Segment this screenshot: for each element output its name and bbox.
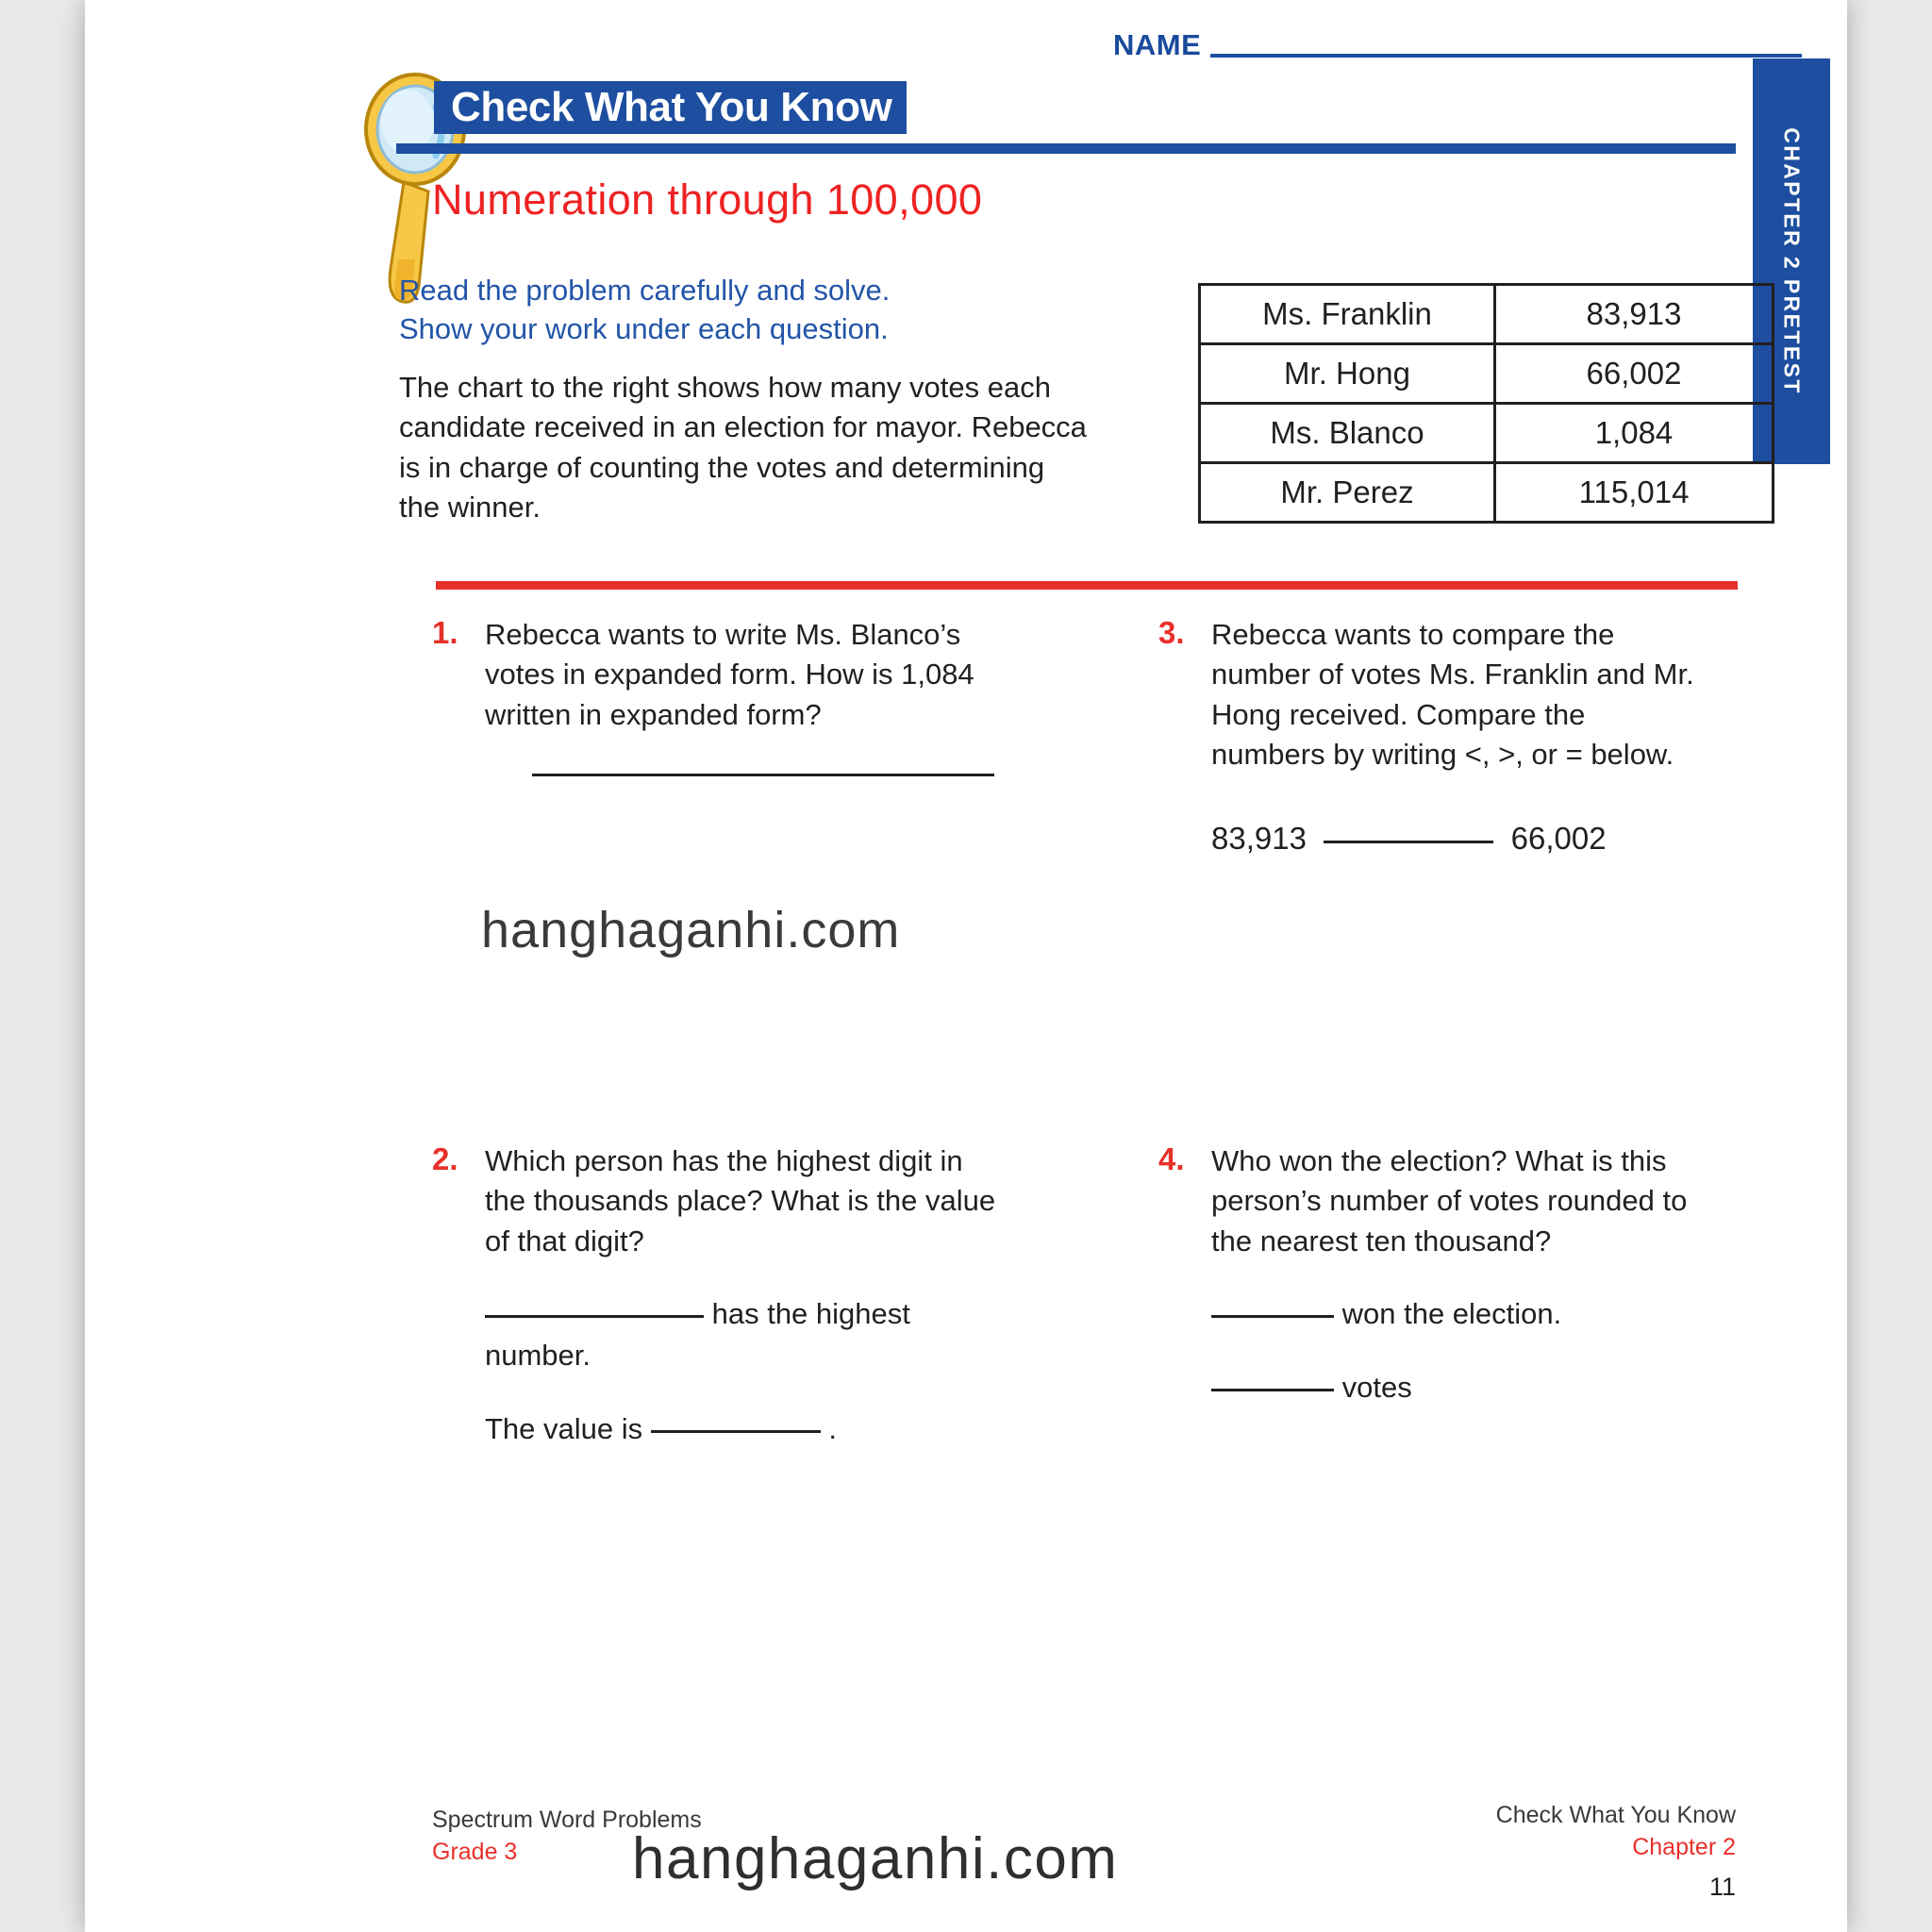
- footer-book-title: Spectrum Word Problems: [432, 1807, 702, 1833]
- page-title-banner: [434, 81, 907, 134]
- page-subtitle: Numeration through 100,000: [432, 175, 983, 224]
- question-3-right-number: 66,002: [1510, 820, 1607, 856]
- directions-line-1: Read the problem carefully and solve.: [399, 274, 891, 307]
- question-4-blank-a[interactable]: [1211, 1315, 1334, 1318]
- question-1-number: 1.: [432, 615, 458, 650]
- question-4-answer-a: [1211, 1293, 1724, 1335]
- question-4: [1158, 1141, 1724, 1408]
- question-3-body: [1211, 615, 1706, 859]
- candidate-votes: 1,084: [1495, 404, 1774, 463]
- candidate-votes: 115,014: [1495, 463, 1774, 523]
- watermark-bottom: hanghaganhi.com: [632, 1826, 1119, 1891]
- footer-left: [432, 1805, 702, 1869]
- table-row: [1200, 463, 1774, 523]
- table-row: [1200, 344, 1774, 404]
- worksheet-page: [85, 0, 1847, 1932]
- candidate-name: Ms. Blanco: [1200, 404, 1495, 463]
- candidate-name: Ms. Franklin: [1200, 285, 1495, 344]
- footer-chapter: Chapter 2: [1632, 1833, 1736, 1860]
- footer-section: Check What You Know: [1495, 1802, 1736, 1828]
- table-row: [1200, 404, 1774, 463]
- watermark-middle: hanghaganhi.com: [481, 902, 901, 958]
- question-2-blank-a[interactable]: [485, 1315, 704, 1318]
- question-2-body: [485, 1141, 1008, 1450]
- footer-page-number: 11: [1708, 1872, 1736, 1901]
- question-4-answer-b-text: votes: [1334, 1371, 1412, 1405]
- candidate-name: Mr. Hong: [1200, 344, 1495, 404]
- question-2-answer-b: [485, 1408, 1008, 1450]
- directions-line-2: Show your work under each question.: [399, 311, 889, 345]
- question-2-answer-a-text: has the highest number.: [485, 1297, 910, 1373]
- question-4-blank-b[interactable]: [1211, 1389, 1334, 1391]
- name-label: NAME: [1113, 28, 1202, 61]
- question-2-answer-b-suffix: .: [820, 1412, 837, 1446]
- question-3-prompt: Rebecca wants to compare the number of votes Ms. Franklin and Mr. Hong received. Compare the numbers by writing <, >, or = below.: [1211, 618, 1694, 772]
- intro-paragraph: The chart to the right shows how many votes each candidate received in an election for mayor. Rebecca is in charge of counting the votes and determining the winner.: [399, 371, 1087, 525]
- directions-block: [399, 272, 1097, 349]
- question-3-number: 3.: [1158, 615, 1185, 650]
- vote-results-table: [1198, 283, 1774, 524]
- question-2-blank-b[interactable]: [651, 1430, 821, 1433]
- section-divider: [436, 581, 1738, 590]
- question-2-answer-a: [485, 1293, 1008, 1376]
- question-4-prompt: Who won the election? What is this person’s number of votes rounded to the nearest ten thousand?: [1211, 1144, 1688, 1257]
- question-1-body: [485, 615, 998, 776]
- footer-right: [1496, 1800, 1736, 1904]
- question-1-answer-line[interactable]: [532, 773, 994, 776]
- question-3: [1158, 615, 1706, 859]
- question-2-number: 2.: [432, 1141, 458, 1176]
- question-3-compare-row: [1211, 817, 1706, 859]
- question-3-comparison-blank[interactable]: [1324, 841, 1493, 843]
- name-field-row: [1113, 28, 1802, 62]
- question-3-left-number: 83,913: [1211, 820, 1307, 856]
- question-4-body: [1211, 1141, 1724, 1408]
- footer-grade: Grade 3: [432, 1838, 518, 1865]
- candidate-name: Mr. Perez: [1200, 463, 1495, 523]
- name-write-line[interactable]: [1210, 54, 1802, 58]
- question-1-prompt: Rebecca wants to write Ms. Blanco’s votes in expanded form. How is 1,084 written in expanded form?: [485, 618, 974, 731]
- question-2: [432, 1141, 1008, 1450]
- page-title: Check What You Know: [451, 84, 892, 130]
- chapter-tab-label: CHAPTER 2 PRETEST: [1779, 127, 1805, 395]
- title-underline-rule: [396, 143, 1736, 154]
- table-row: [1200, 285, 1774, 344]
- question-4-answer-b: [1211, 1367, 1724, 1408]
- question-4-answer-a-text: won the election.: [1334, 1297, 1562, 1331]
- question-2-answer-b-prefix: The value is: [485, 1412, 651, 1446]
- question-4-number: 4.: [1158, 1141, 1185, 1176]
- question-2-prompt: Which person has the highest digit in the thousands place? What is the value of that digit?: [485, 1144, 996, 1257]
- question-1: [432, 615, 998, 776]
- candidate-votes: 83,913: [1495, 285, 1774, 344]
- candidate-votes: 66,002: [1495, 344, 1774, 404]
